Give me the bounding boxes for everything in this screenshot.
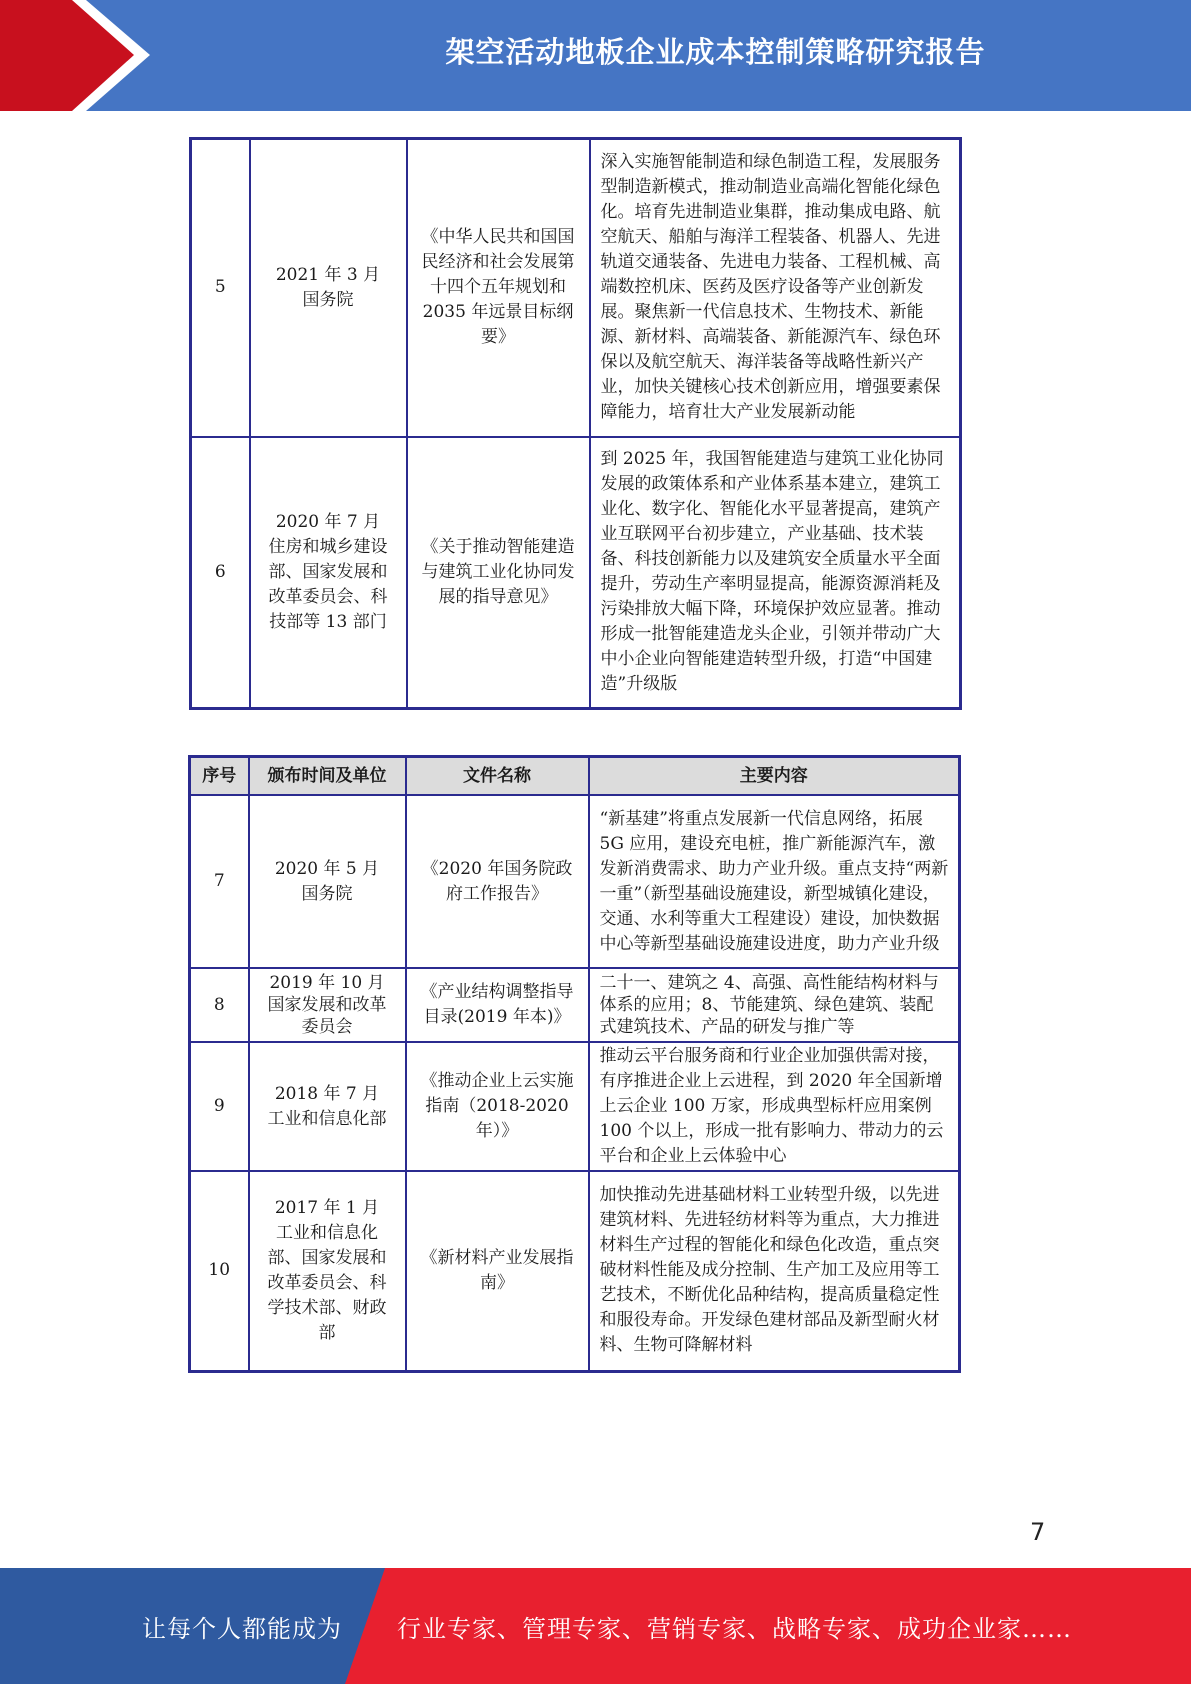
row-number: 6: [191, 437, 250, 709]
report-title: 架空活动地板企业成本控制策略研究报告: [445, 34, 986, 69]
table-row: [191, 139, 961, 437]
issue-date-unit: [249, 1171, 406, 1371]
footer-slogan-left: 让每个人都能成为: [142, 1614, 342, 1643]
header-arrow-decoration: [0, 0, 150, 111]
header-content: 主要内容: [589, 757, 960, 796]
footer-slogan-right: 行业专家、管理专家、营销专家、战略专家、成功企业家……: [397, 1614, 1072, 1643]
main-content: “新基建”将重点发展新一代信息网络，拓展 5G 应用，建设充电桩，推广新能源汽车，激发新消费需求、助力产业升级。重点支持“两新一重”（新型基础设施建设，新型城镇化建设，交通、水利等重大工程建设）建设，加快数据中心等新型基础设施建设进度，助力产业升级: [589, 795, 960, 968]
issue-date: 2017 年 1 月: [274, 1197, 380, 1218]
table-row: [190, 795, 960, 968]
row-number: 8: [190, 968, 249, 1042]
table-row: [190, 1171, 960, 1371]
table-header-row: [190, 757, 960, 796]
header-document: 文件名称: [406, 757, 589, 796]
document-name: 《推动企业上云实施指南（2018-2020 年）》: [406, 1042, 589, 1171]
table-row: [190, 968, 960, 1042]
document-name: 《产业结构调整指导目录(2019 年本)》: [406, 968, 589, 1042]
document-name: 《新材料产业发展指南》: [406, 1171, 589, 1371]
main-content: 加快推动先进基础材料工业转型升级，以先进建筑材料、先进轻纺材料等为重点，大力推进材料生产过程的智能化和绿色化改造，重点突破材料性能及成分控制、生产加工及应用等工艺技术，不断优化品种结构，提高质量稳定性和服役寿命。开发绿色建材部品及新型耐火材料、生物可降解材料: [589, 1171, 960, 1371]
policy-table: [188, 755, 961, 1373]
policy-table-continued: [189, 137, 962, 710]
main-content: 二十一、建筑之 4、高强、高性能结构材料与体系的应用；8、节能建筑、绿色建筑、装配式建筑技术、产品的研发与推广等: [589, 968, 960, 1042]
issue-date-unit: [249, 1042, 406, 1171]
document-name: 《关于推动智能建造与建筑工业化协同发展的指导意见》: [407, 437, 590, 709]
issuer: 工业和信息化部、国家发展和改革委员会、科学技术部、财政部: [267, 1222, 387, 1343]
issuer: 国家发展和改革委员会: [267, 995, 387, 1037]
table-row: [191, 437, 961, 709]
row-number: 5: [191, 139, 250, 437]
page-footer: [0, 1568, 1191, 1684]
row-number: 10: [190, 1171, 249, 1371]
issue-date: 2019 年 10 月: [269, 973, 385, 993]
issue-date: 2018 年 7 月: [274, 1083, 380, 1104]
issue-date-unit: [249, 968, 406, 1042]
header-number: 序号: [190, 757, 249, 796]
document-name: 《中华人民共和国国民经济和社会发展第十四个五年规划和 2035 年远景目标纲要》: [407, 139, 590, 437]
page-number: 7: [1030, 1518, 1046, 1546]
main-content: 到 2025 年，我国智能建造与建筑工业化协同发展的政策体系和产业体系基本建立，建筑工业化、数字化、智能化水平显著提高，建筑产业互联网平台初步建立，产业基础、技术装备、科技创新能力以及建筑安全质量水平全面提升，劳动生产率明显提高，能源资源消耗及污染排放大幅下降，环境保护效应显著。推动形成一批智能建造龙头企业，引领并带动广大中小企业向智能建造转型升级，打造“中国建造”升级版: [590, 437, 961, 709]
issuer: 住房和城乡建设部、国家发展和改革委员会、科技部等 13 部门: [268, 536, 388, 632]
issue-date-unit: [250, 437, 407, 709]
issue-date: 2020 年 7 月: [275, 511, 381, 532]
main-content: 深入实施智能制造和绿色制造工程，发展服务型制造新模式，推动制造业高端化智能化绿色化。培育先进制造业集群，推动集成电路、航空航天、船舶与海洋工程装备、机器人、先进轨道交通装备、先进电力装备、工程机械、高端数控机床、医药及医疗设备等产业创新发展。聚焦新一代信息技术、生物技术、新能源、新材料、高端装备、新能源汽车、绿色环保以及航空航天、海洋装备等战略性新兴产业，加快关键核心技术创新应用，增强要素保障能力，培育壮大产业发展新动能: [590, 139, 961, 437]
main-content: 推动云平台服务商和行业企业加强供需对接，有序推进企业上云进程，到 2020 年全国新增上云企业 100 万家，形成典型标杆应用案例 100 个以上，形成一批有影响力、带动力的云平台和企业上云体验中心: [589, 1042, 960, 1171]
issuer: 国务院: [302, 289, 354, 310]
page-header: [0, 0, 1191, 111]
row-number: 9: [190, 1042, 249, 1171]
header-date-unit: 颁布时间及单位: [249, 757, 406, 796]
row-number: 7: [190, 795, 249, 968]
issue-date-unit: [250, 139, 407, 437]
issue-date-unit: [249, 795, 406, 968]
document-name: 《2020 年国务院政府工作报告》: [406, 795, 589, 968]
issuer: 国务院: [301, 883, 353, 904]
issuer: 工业和信息化部: [267, 1108, 387, 1129]
table-row: [190, 1042, 960, 1171]
issue-date: 2020 年 5 月: [274, 858, 380, 879]
issue-date: 2021 年 3 月: [275, 264, 381, 285]
